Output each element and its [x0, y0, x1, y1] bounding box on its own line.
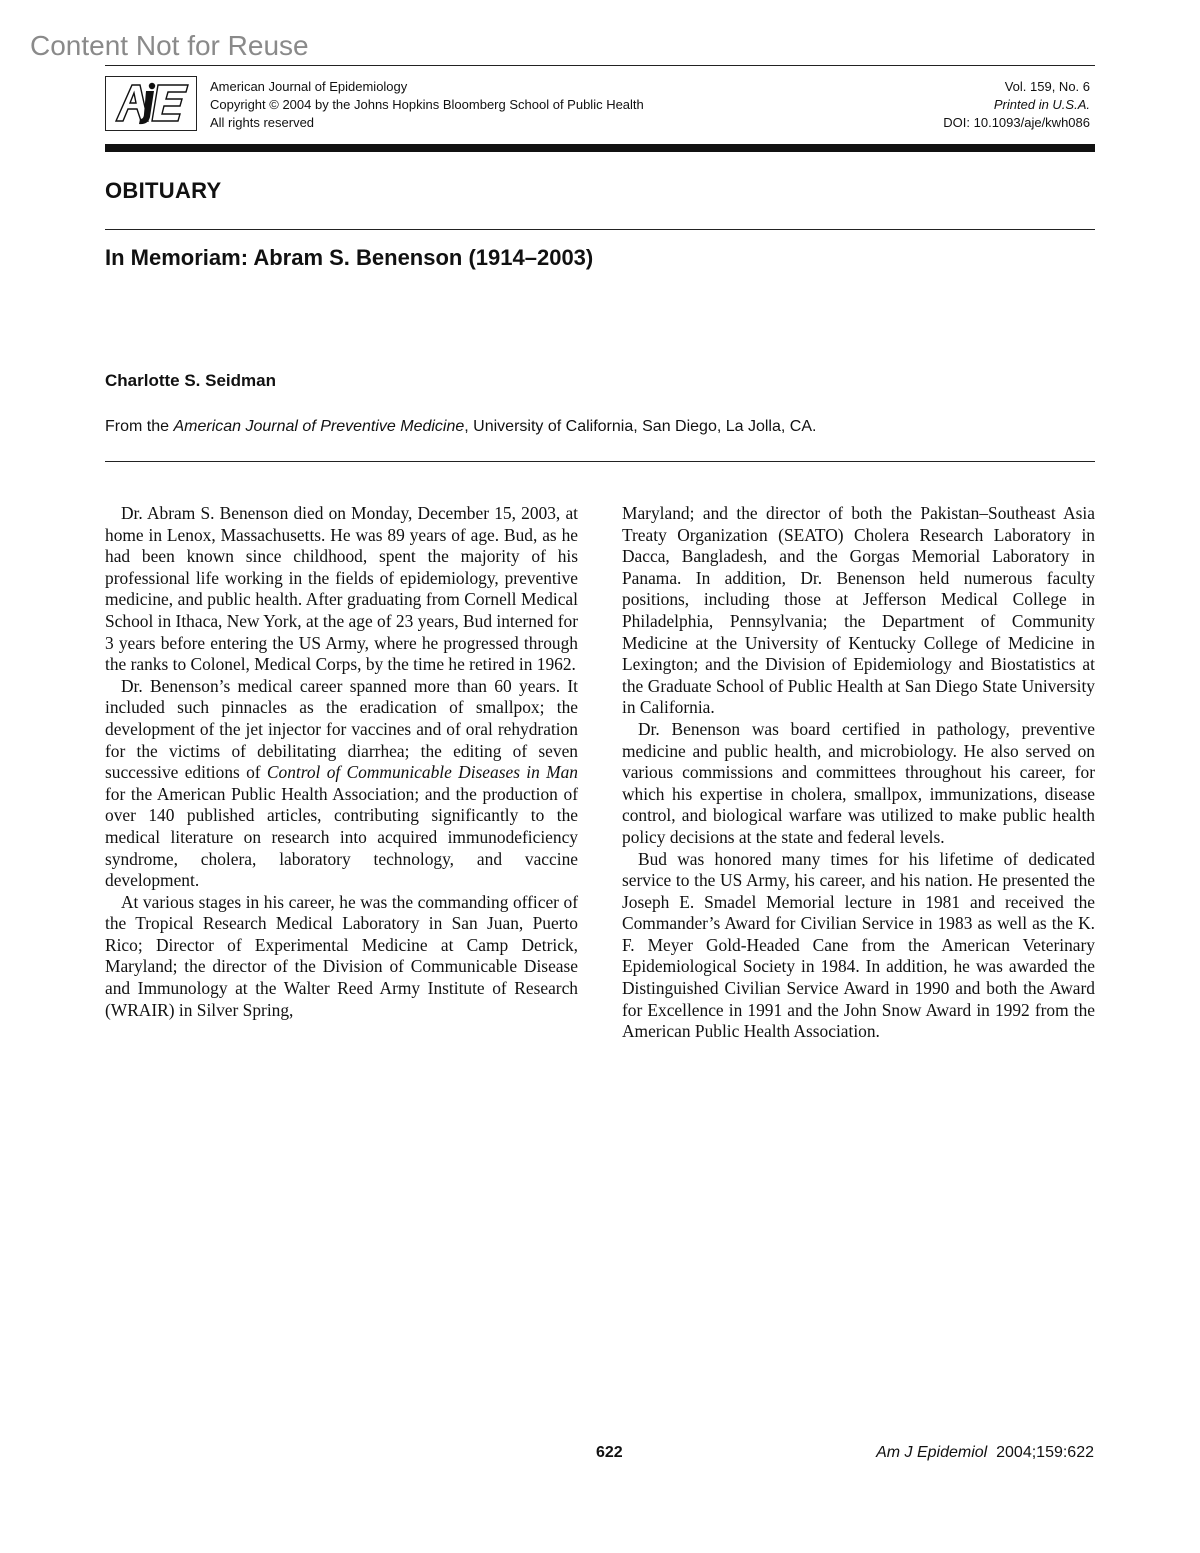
paragraph-2-text-b: for the American Public Health Association; and the production of over 140 published articles, contributing significantly to the medical literature on research into acquired immunodeficiency syndrome, cholera, laboratory technology, and vaccine development.: [105, 783, 578, 891]
doi: DOI: 10.1093/aje/kwh086: [943, 115, 1090, 130]
body-divider: [105, 461, 1095, 462]
volume-issue: Vol. 159, No. 6: [1004, 79, 1090, 94]
paragraph-3-continued: Maryland; and the director of both the Pakistan–Southeast Asia Treaty Organization (SEATO) Cholera Research Laboratory in Dacca, Bangladesh, and the Gorgas Memorial Laboratory in Panama. In addition, Dr. Benenson held numerous faculty positions, including those at Jefferson Medical College in Philadelphia, Pennsylvania; the Department of Community Medicine at the University of Kentucky College of Medicine in Lexington; and the Division of Epidemiology and Biostatistics at the Graduate School of Public Health at San Diego State University in California.: [622, 503, 1095, 718]
book-title: Control of Communicable Diseases in Man: [266, 762, 579, 783]
citation-journal: Am J Epidemiol: [876, 1444, 988, 1461]
body-column-right: [622, 503, 1095, 1043]
paragraph-2-text-a: Dr. Benenson’s medical career spanned more than 60 years. It included such pinnacles as the eradication of smallpox; the development of the jet injector for vaccines and of oral rehydration for the victims of debilitating diarrhea; the editing of seven successive editions of: [105, 675, 578, 783]
top-rule: [105, 65, 1095, 66]
paragraph-4: Dr. Benenson was board certified in pathology, preventive medicine and public health, and microbiology. He also served on various commissions and committees throughout his career, for which his expertise in cholera, smallpox, immunizations, disease control, and biological warfare was utilized to make public health policy decisions at the state and federal levels.: [622, 718, 1095, 847]
paragraph-1: Dr. Abram S. Benenson died on Monday, December 15, 2003, at home in Lenox, Massachusetts. He was 89 years of age. Bud, as he had been known since childhood, spent the majority of his professional life working in the fields of epidemiology, preventive medicine, and public health. After graduating from Cornell Medical School in Ithaca, New York, at the age of 23 years, Bud interned for 3 years before entering the US Army, where he progressed through the ranks to Colonel, Medical Corps, by the time he retired in 1962.: [105, 503, 578, 675]
printed-in: Printed in U.S.A.: [993, 97, 1090, 112]
issue-info: [943, 78, 1090, 132]
paragraph-5: Bud was honored many times for his lifetime of dedicated service to the US Army, his career, and his nation. He presented the Joseph E. Smadel Memorial lecture in 1981 and received the Commander’s Award for Civilian Service in 1983 as well as the K. F. Meyer Gold-Headed Cane from the American Veterinary Epidemiological Society in 1984. In addition, he was awarded the Distinguished Civilian Service Award in 1990 and both the Award for Excellence in 1991 and the John Snow Award in 1992 from the American Public Health Association.: [622, 848, 1095, 1042]
paragraph-2: [105, 676, 578, 892]
header-divider: [105, 144, 1095, 152]
body-column-left: [105, 503, 578, 1021]
page-number: 622: [596, 1444, 623, 1461]
author-name: Charlotte S. Seidman: [105, 371, 276, 390]
watermark: Content Not for Reuse: [30, 30, 309, 61]
journal-info: [210, 78, 644, 132]
copyright-line: Copyright © 2004 by the Johns Hopkins Bloomberg School of Public Health: [210, 97, 644, 112]
article-title: In Memoriam: Abram S. Benenson (1914–2003): [105, 245, 594, 270]
citation-ref: 2004;159:622: [996, 1444, 1094, 1461]
rights-line: All rights reserved: [210, 115, 315, 130]
section-label: OBITUARY: [105, 178, 222, 203]
footer-citation: [876, 1444, 1094, 1462]
author-affiliation: [105, 418, 816, 436]
affiliation-suffix: , University of California, San Diego, La Jolla, CA.: [464, 418, 817, 435]
affiliation-journal: American Journal of Preventive Medicine: [173, 418, 465, 435]
journal-name: American Journal of Epidemiology: [210, 79, 408, 94]
journal-logo: [105, 76, 197, 131]
journal-logo-icon: [106, 77, 195, 129]
section-divider: [105, 229, 1095, 230]
affiliation-prefix: From the: [105, 418, 174, 435]
paragraph-3: At various stages in his career, he was the commanding officer of the Tropical Research Medical Laboratory in San Juan, Puerto Rico; Director of Experimental Medicine at Camp Detrick, Maryland; the director of the Division of Communicable Disease and Immunology at the Walter Reed Army Institute of Research (WRAIR) in Silver Spring,: [105, 891, 578, 1020]
